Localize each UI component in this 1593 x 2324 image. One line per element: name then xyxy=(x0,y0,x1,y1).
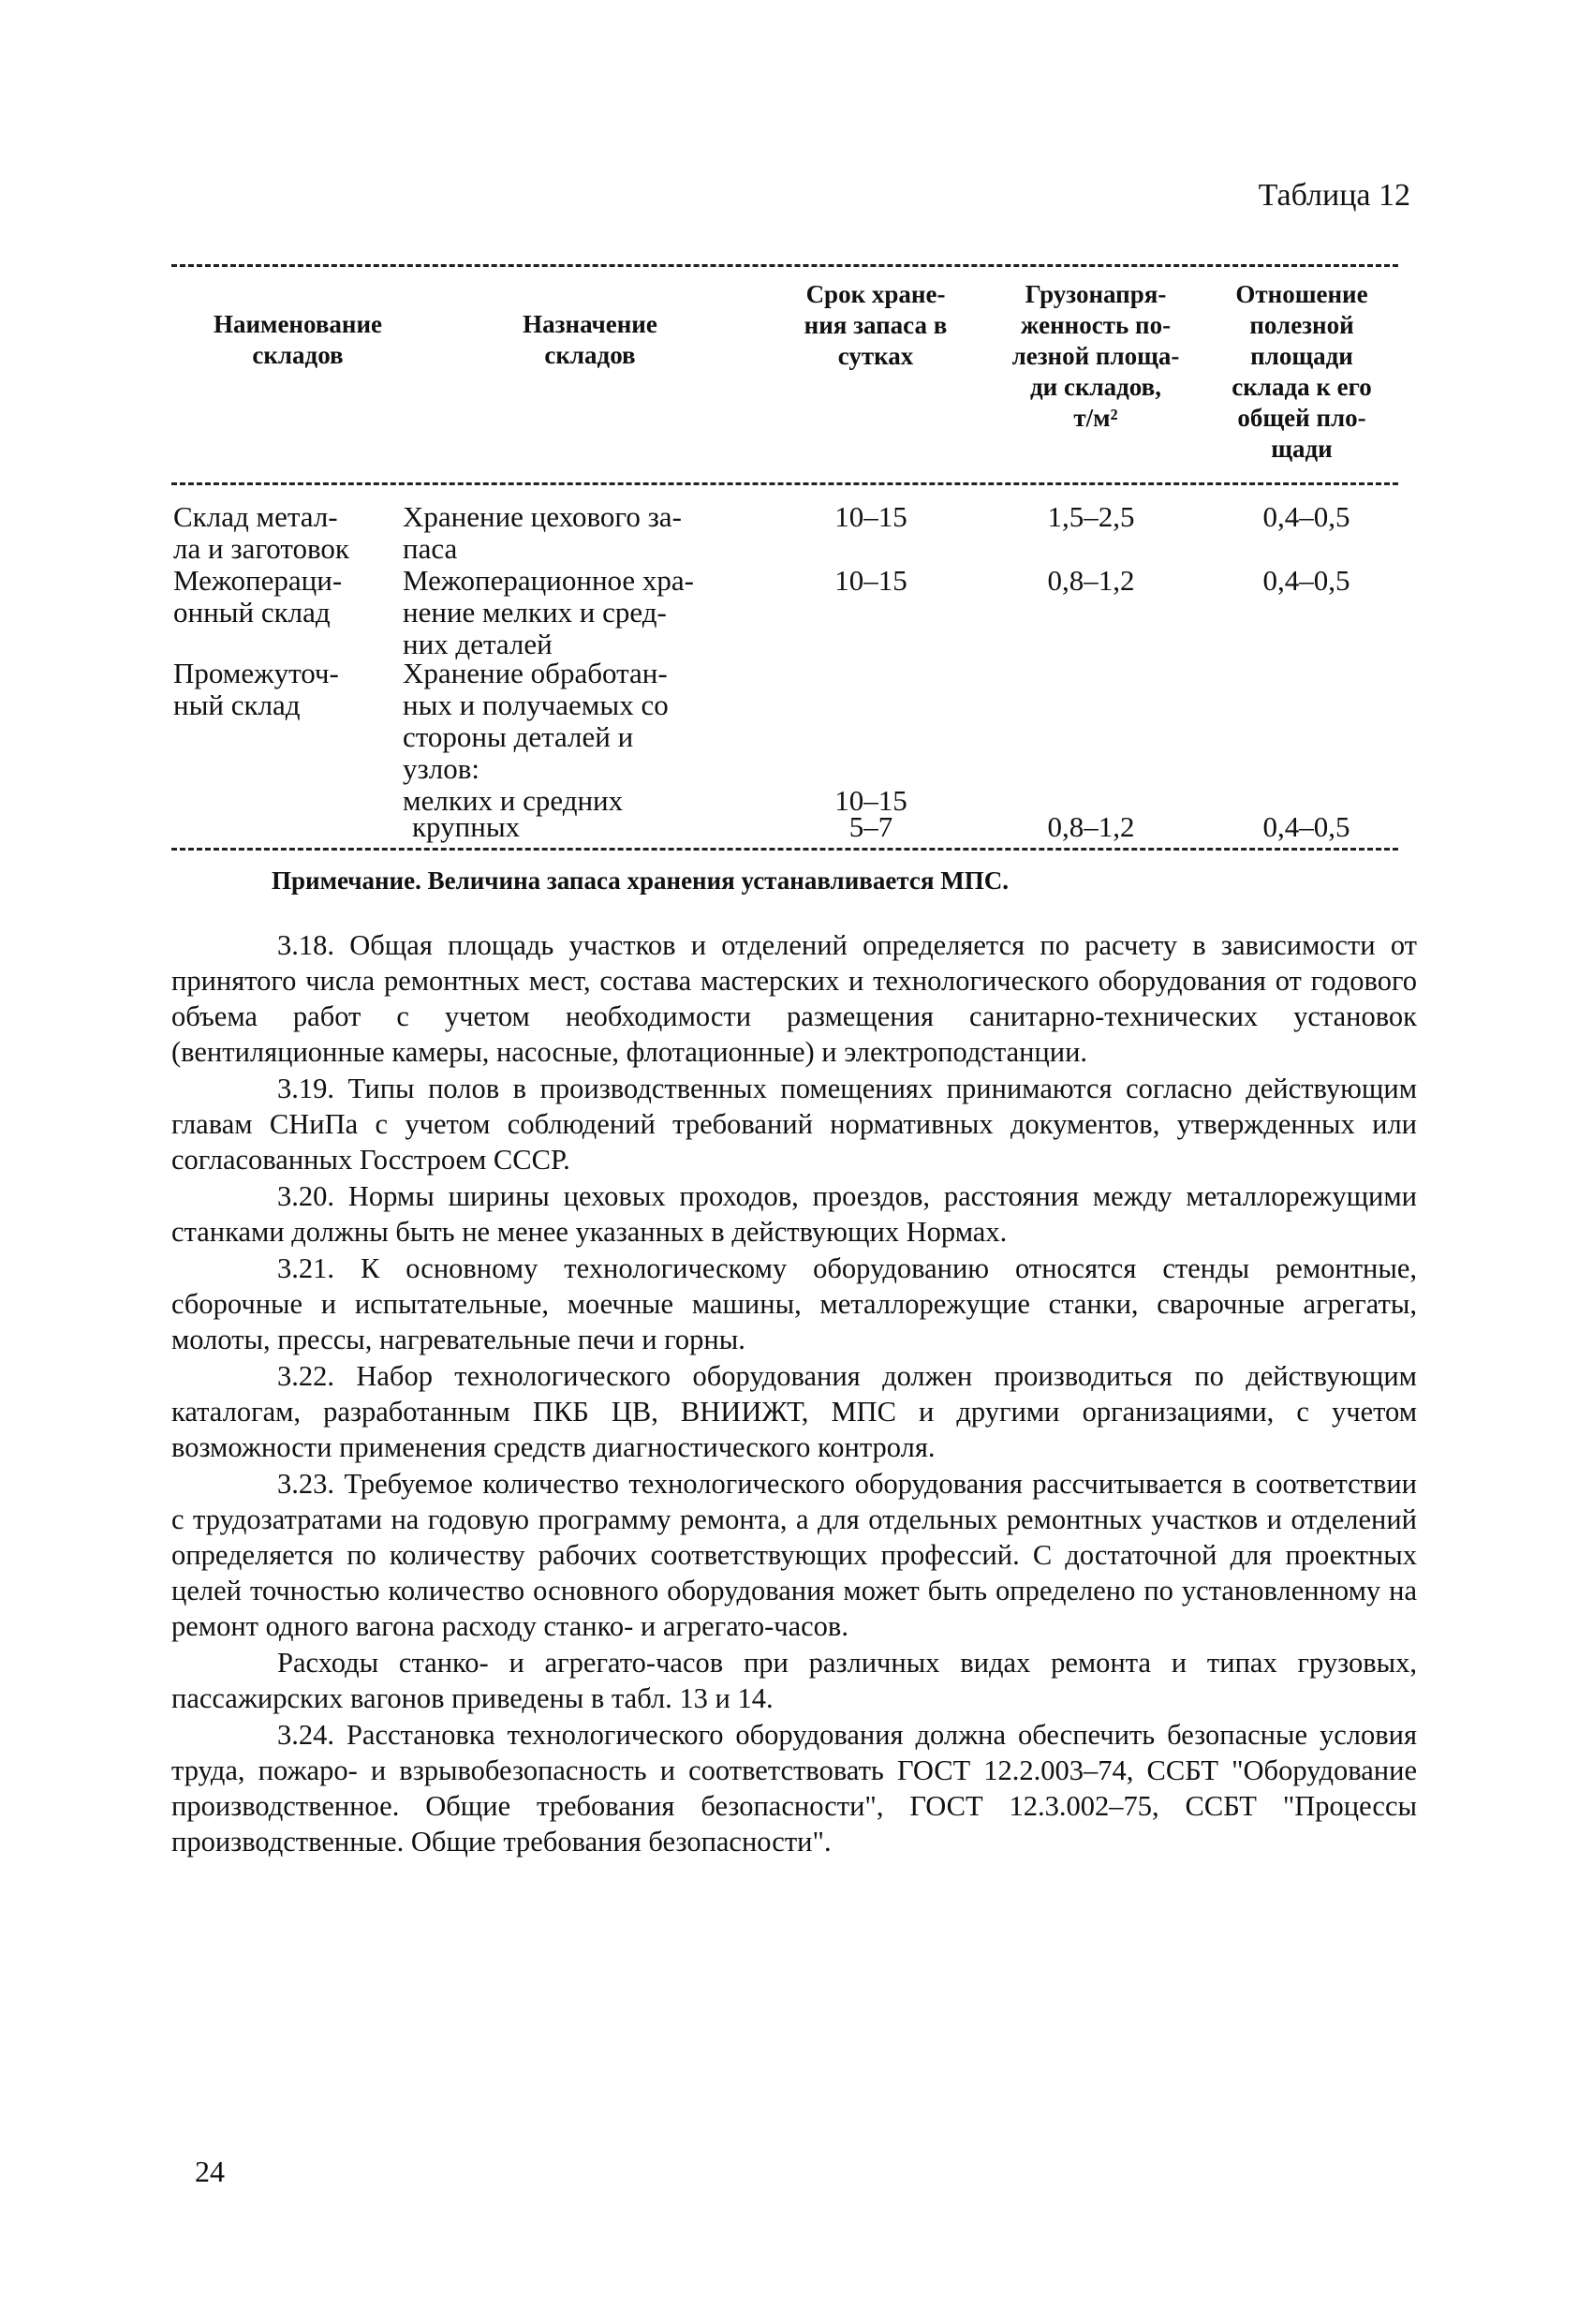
header-storage-name: Наименование складов xyxy=(214,310,382,369)
row2-ratio: 0,4–0,5 xyxy=(1262,564,1350,597)
row1-purpose: Хранение цехового за- паса xyxy=(403,500,682,565)
row1-name: Склад метал- ла и заготовок xyxy=(173,500,349,565)
row1-ratio: 0,4–0,5 xyxy=(1262,500,1350,533)
header-storage-term: Срок хране- ния запаса в сутках xyxy=(804,280,948,370)
row5-term: 5–7 xyxy=(848,810,893,843)
row5-ratio: 0,4–0,5 xyxy=(1262,810,1350,843)
paragraph-3-18: 3.18. Общая площадь участков и отделений определяется по расчету в зависимости от принятого числа ремонтных мест, состава мастерских и технологического оборудования от годового объема работ с учетом необходимости размещения санитарно-технических установок (вентиляционные камеры, насосные, флотационные) и электроподстанции. xyxy=(171,929,1417,1068)
row3-purpose: Хранение обработан- ных и получаемых со стороны деталей и узлов: xyxy=(403,657,669,785)
header-area-ratio: Отношение полезной площади склада к его общей пло- щади xyxy=(1232,280,1372,463)
row1-load: 1,5–2,5 xyxy=(1047,500,1135,533)
table-top-rule xyxy=(171,264,1398,267)
paragraph-3-21: 3.21. К основному технологическому оборудованию относятся стенды ремонтные, сборочные и испытательные, моечные машины, металлорежущие станки, сварочные агрегаты, молоты, прессы, нагревательные печи и горны. xyxy=(171,1252,1417,1355)
paragraph-rates: Расходы станко- и агрегато-часов при различных видах ремонта и типах грузовых, пассажирских вагонов приведены в табл. 13 и 14. xyxy=(171,1647,1417,1714)
table-bottom-rule xyxy=(171,848,1398,851)
table-note: Примечание. Величина запаса хранения устанавливается МПС. xyxy=(272,866,1009,895)
row2-term: 10–15 xyxy=(834,564,907,597)
row1-term: 10–15 xyxy=(834,500,907,533)
paragraph-3-24: 3.24. Расстановка технологического оборудования должна обеспечить безопасные условия труда, пожаро- и взрывобезопасность и соответствовать ГОСТ 12.2.003–74, ССБТ "Оборудование производственное. Общие требования безопасности", ГОСТ 12.3.002–75, ССБТ "Процессы производственные. Общие требования безопасности". xyxy=(171,1719,1417,1858)
row4-term: 10–15 xyxy=(834,784,907,817)
header-storage-purpose: Назначение складов xyxy=(523,310,657,369)
row2-load: 0,8–1,2 xyxy=(1047,564,1135,597)
header-load-capacity: Грузонапря- женность по- лезной площа- ди складов, т/м² xyxy=(1011,280,1180,432)
paragraph-3-20: 3.20. Нормы ширины цеховых проходов, проездов, расстояния между металлорежущими станками должны быть не менее указанных в действующих Нормах. xyxy=(171,1180,1417,1248)
table-caption: Таблица 12 xyxy=(1258,178,1410,213)
page-number: 24 xyxy=(195,2154,225,2188)
row2-name: Межопераци- онный склад xyxy=(173,564,343,629)
row5-purpose: крупных xyxy=(412,810,521,843)
body-text xyxy=(171,927,1417,1860)
paragraph-3-23: 3.23. Требуемое количество технологического оборудования рассчитывается в соответствии с трудозатратами на годовую программу ремонта, а для отдельных ремонтных участков и отделений определяется по количеству рабочих соответствующих профессий. С достаточной для проектных целей точностью количество основного оборудования может быть определено по установленному на ремонт одного вагона расходу станко- и агрегато-часов. xyxy=(171,1468,1417,1642)
row5-load: 0,8–1,2 xyxy=(1047,810,1135,843)
table-header-rule xyxy=(171,482,1398,485)
row4-purpose: мелких и средних xyxy=(403,784,624,817)
paragraph-3-19: 3.19. Типы полов в производственных помещениях принимаются согласно действующим главам СНиПа с учетом соблюдений требований нормативных документов, утвержденных или согласованных Госстроем СССР. xyxy=(171,1073,1417,1176)
paragraph-3-22: 3.22. Набор технологического оборудования должен производиться по действующим каталогам, разработанным ПКБ ЦВ, ВНИИЖТ, МПС и другими организациями, с учетом возможности применения средств диагностического контроля. xyxy=(171,1360,1417,1463)
row2-purpose: Межоперационное хра- нение мелких и сред- них деталей xyxy=(403,564,694,660)
row3-name: Промежуточ- ный склад xyxy=(173,657,339,721)
